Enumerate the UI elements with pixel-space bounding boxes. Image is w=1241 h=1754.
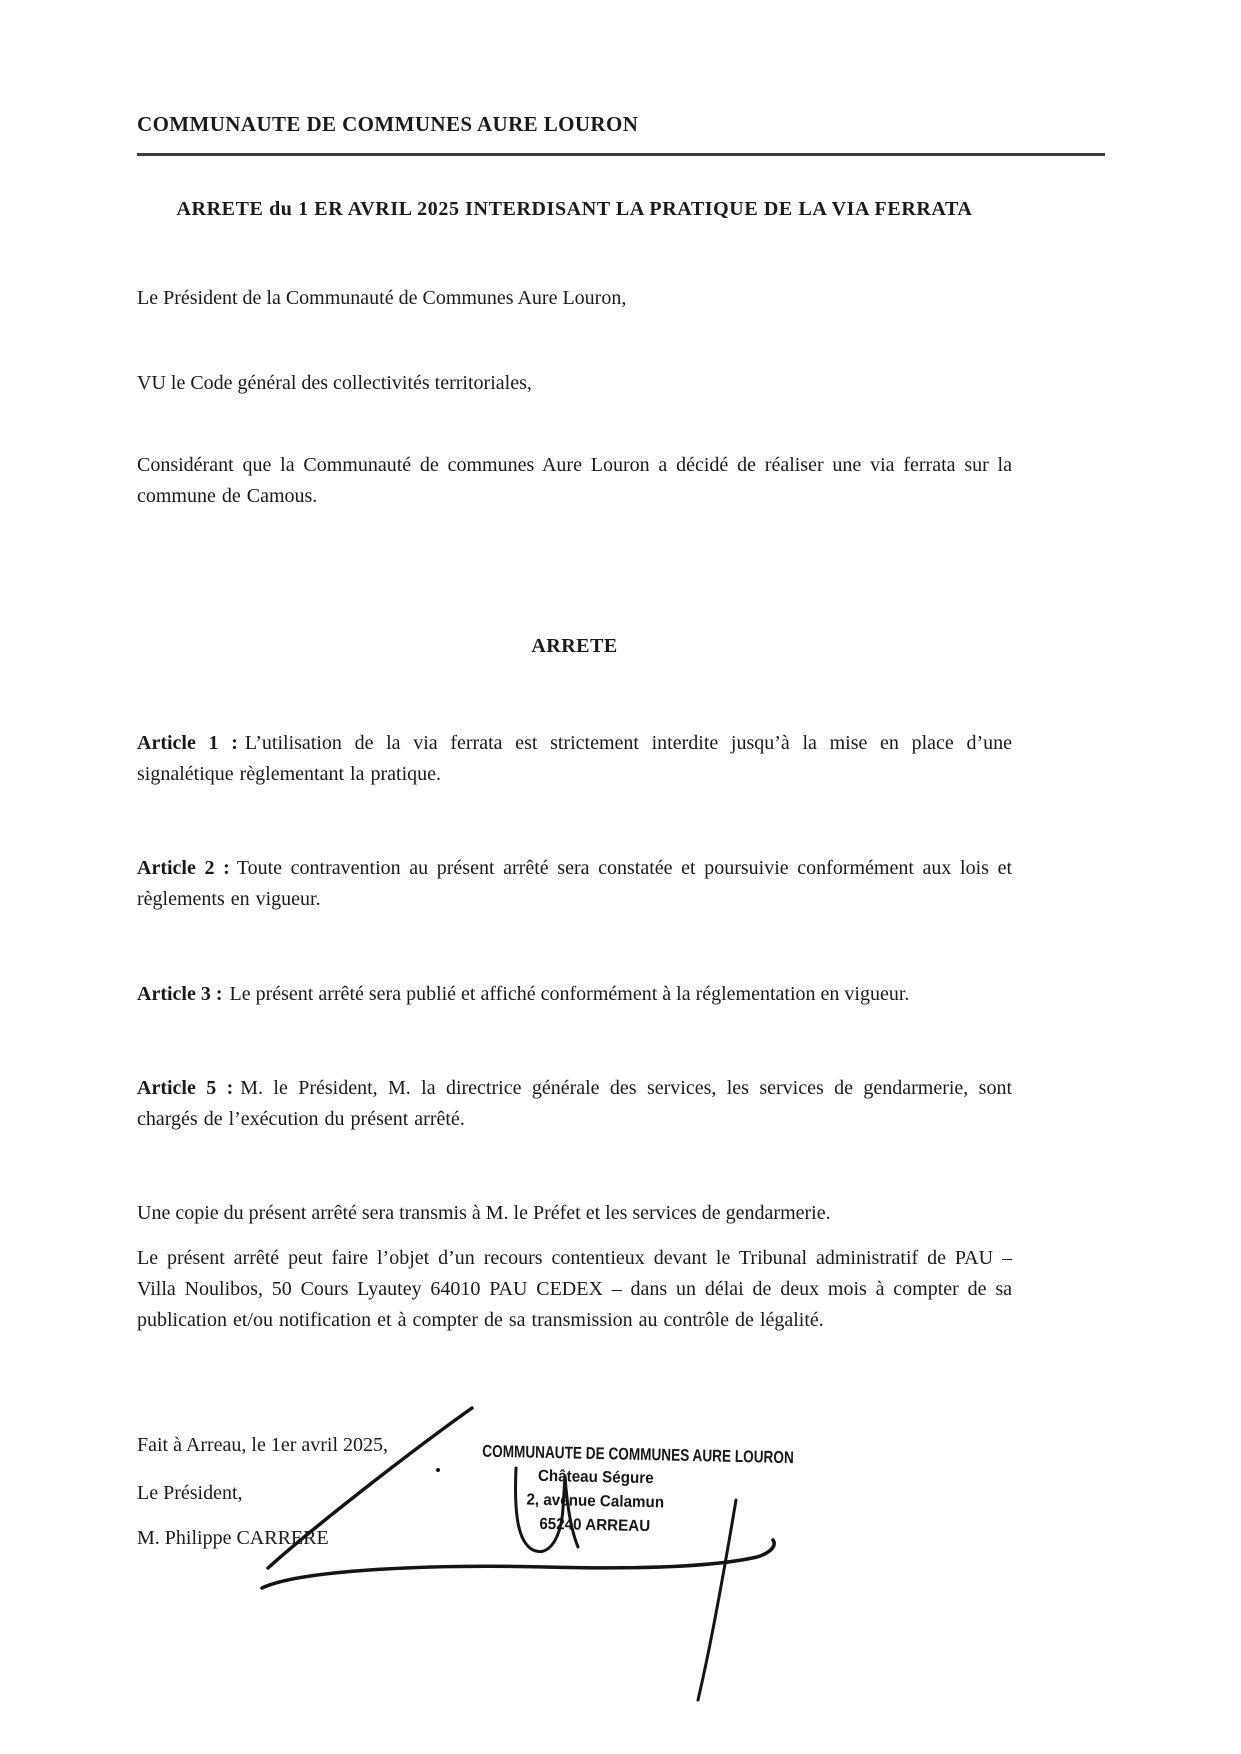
article-3-text: Le présent arrêté sera publié et affiché conformément à la réglementation en vigueur. [229,983,910,1005]
arrete-section-heading: ARRETE [531,635,618,657]
signature-name: M. Philippe CARRERE [137,1527,329,1549]
article-1 [137,728,1012,790]
article-5-text: M. le Président, M. la directrice générale des services, les services de gendarmerie, sont chargés de l’exécution du présent arrêté. [137,1077,1012,1130]
header-rule [137,153,1105,156]
signature-place-date: Fait à Arreau, le 1er avril 2025, [137,1434,389,1456]
article-2-label: Article 2 : [137,857,230,879]
intro-president: Le Président de la Communauté de Communes Aure Louron, [137,287,627,309]
handwritten-signature [180,1390,820,1710]
article-2-text: Toute contravention au présent arrêté sera constatée et poursuivie conformément aux lois et règlements en vigueur. [137,857,1012,910]
document-title: ARRETE du 1 ER AVRIL 2025 INTERDISANT LA PRATIQUE DE LA VIA FERRATA [176,198,973,220]
article-1-text: L’utilisation de la via ferrata est strictement interdite jusqu’à la mise en place d’une signalétique règlementant la pratique. [137,732,1012,785]
document-header: COMMUNAUTE DE COMMUNES AURE LOURON [137,112,639,136]
signature-role: Le Président, [137,1482,243,1504]
article-5-label: Article 5 : [137,1077,234,1099]
article-5 [137,1073,1012,1135]
article-3 [137,979,1012,1010]
stamp-address-line3: 65240 ARREAU [539,1515,651,1536]
stamp-address-line2: 2, avenue Calamun [526,1491,665,1512]
closing-recours: Le présent arrêté peut faire l’objet d’un recours contentieux devant le Tribunal administratif de PAU – Villa Noulibos, 50 Cours Lyautey 64010 PAU CEDEX – dans un délai de deux mois à compter de sa publication et/ou notification et à compter de sa transmission au contrôle de légalité. [137,1247,1012,1331]
stamp-address-line1: Château Ségure [537,1467,654,1488]
article-1-label: Article 1 : [137,732,238,754]
intro-vu-code: VU le Code général des collectivités territoriales, [137,372,532,394]
article-3-label: Article 3 : [137,983,223,1005]
closing-copie: Une copie du présent arrêté sera transmis à M. le Préfet et les services de gendarmerie. [137,1202,831,1224]
article-2 [137,853,1012,915]
stamp-organization: COMMUNAUTE DE COMMUNES AURE LOURON [482,1441,794,1468]
intro-considerant: Considérant que la Communauté de communes Aure Louron a décidé de réaliser une via ferrata sur la commune de Camous. [137,454,1012,507]
